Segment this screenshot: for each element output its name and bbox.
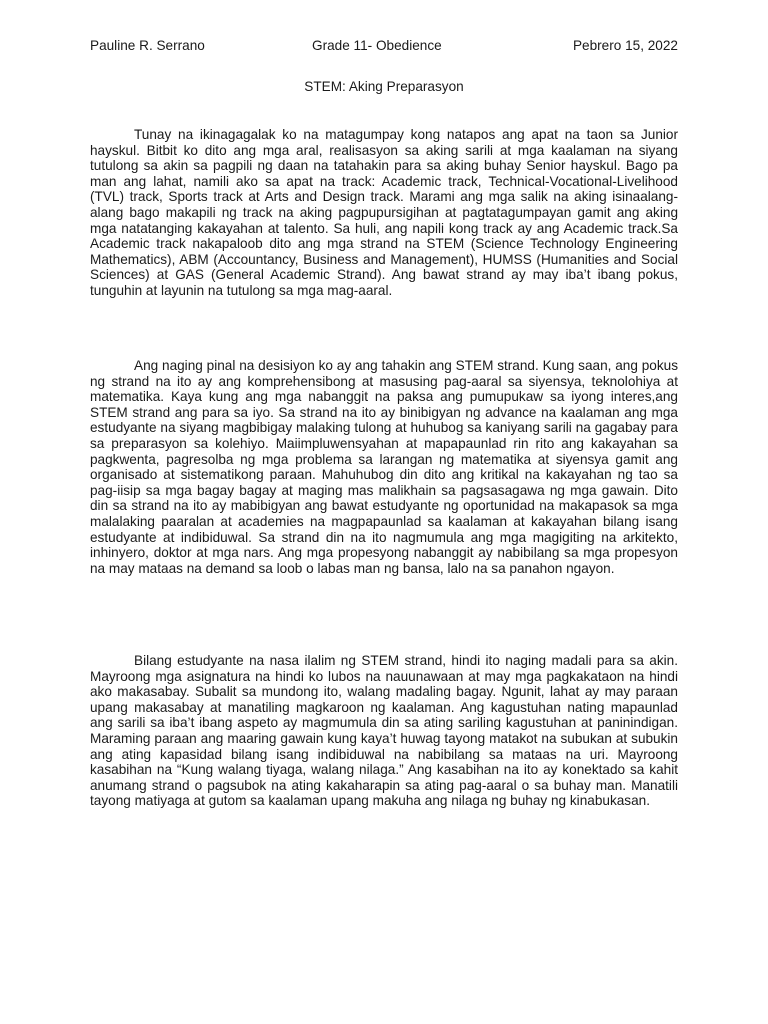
grade-section: Grade 11- Obedience bbox=[312, 38, 442, 53]
paragraph-3: Bilang estudyante na nasa ilalim ng STEM strand, hindi ito naging madali para sa akin. Mayroong mga asignatura na hindi ko lubos na nauunawaan at may mga pagkakataon na hindi ako makasabay. Subalit sa mundong ito, walang madaling bagay. Ngunit, lahat ay may paraan upang makasabay at manatiling magkaroon ng kaalaman. Ang kagustuhan nating mapaunlad ang sarili sa iba’t ibang aspeto ay magmumula din sa ating sariling kagustuhan at paninindigan. Maraming paraan ang maaring gawain kung kaya’t huwag tayong matakot na subukan at subukin ang ating kapasidad bilang isang indibiduwal na nabibilang sa mataas na uri. Mayroong kasabihan na “Kung walang tiyaga, walang nilaga.” Ang kasabihan na ito ay konektado sa kahit anumang strand o pagsubok na ating kakaharapin sa ating pag-aaral o sa buhay man. Manatili tayong matiyaga at gutom sa kaalaman upang makuha ang nilaga ng buhay ng kinabukasan. bbox=[90, 653, 678, 809]
author-name: Pauline R. Serrano bbox=[90, 38, 205, 53]
document-header bbox=[90, 38, 678, 56]
document-date: Pebrero 15, 2022 bbox=[572, 38, 678, 53]
paragraph-1: Tunay na ikinagagalak ko na matagumpay kong natapos ang apat na taon sa Junior hayskul. Bitbit ko dito ang mga aral, realisasyon sa aking sarili at mga kaalaman na siyang tutulong sa akin sa pagpili ng daan na tatahakin para sa aking buhay Senior hayskul. Bago pa man ang lahat, namili ako sa apat na track: Academic track, Technical-Vocational-Livelihood (TVL) track, Sports track at Arts and Design track. Marami ang mga salik na aking isinaalang-alang bago makapili ng track na aking pagpupursigihan at pagtatagumpayan gamit ang aking mga natatanging kakayahan at talento. Sa huli, ang napili kong track ay ang Academic track.Sa Academic track nakapaloob dito ang mga strand na STEM (Science Technology Engineering Mathematics), ABM (Accountancy, Business and Management), HUMSS (Humanities and Social Sciences) at GAS (General Academic Strand). Ang bawat strand ay may iba’t ibang pokus, tunguhin at layunin na tutulong sa mga mag-aaral. bbox=[90, 127, 678, 298]
paragraph-2: Ang naging pinal na desisiyon ko ay ang tahakin ang STEM strand. Kung saan, ang pokus ng strand na ito ay ang komprehensibong at masusing pag-aaral sa siyensya, teknolohiya at matematika. Kaya kung ang mga nabanggit na paksa ang pumupukaw sa iyong interes,ang STEM strand ang para sa iyo. Sa strand na ito ay binibigyan ng advance na kaalaman ang mga estudyante na siyang magbibigay malaking tulong at huhubog sa kaniyang sarili na gagabay para sa preparasyon sa kolehiyo. Maiimpluwensyahan at mapapaunlad rin rito ang kakayahan sa pagkwenta, pagresolba ng mga problema sa larangan ng matematika at siyensya gamit ang organisado at sistematikong paraan. Mahuhubog din dito ang kritikal na kakayahan ng tao sa pag-iisip sa mga bagay bagay at maging mas malikhain sa pagsasagawa ng mga gawain. Dito din sa strand na ito ay mabibigyan ang bawat estudyante ng oportunidad na makapasok sa mga malalaking paaralan at academies na magpapaunlad sa kaalaman at kakayahan bilang isang estudyante at indibiduwal. Sa strand din na ito nagmumula ang mga magigiting na arkitekto, inhinyero, doktor at mga nars. Ang mga propesyong nabanggit ay nabibilang sa mga propesyon na may mataas na demand sa loob o labas man ng bansa, lalo na sa panahon ngayon. bbox=[90, 358, 678, 576]
document-title: STEM: Aking Preparasyon bbox=[304, 79, 464, 94]
